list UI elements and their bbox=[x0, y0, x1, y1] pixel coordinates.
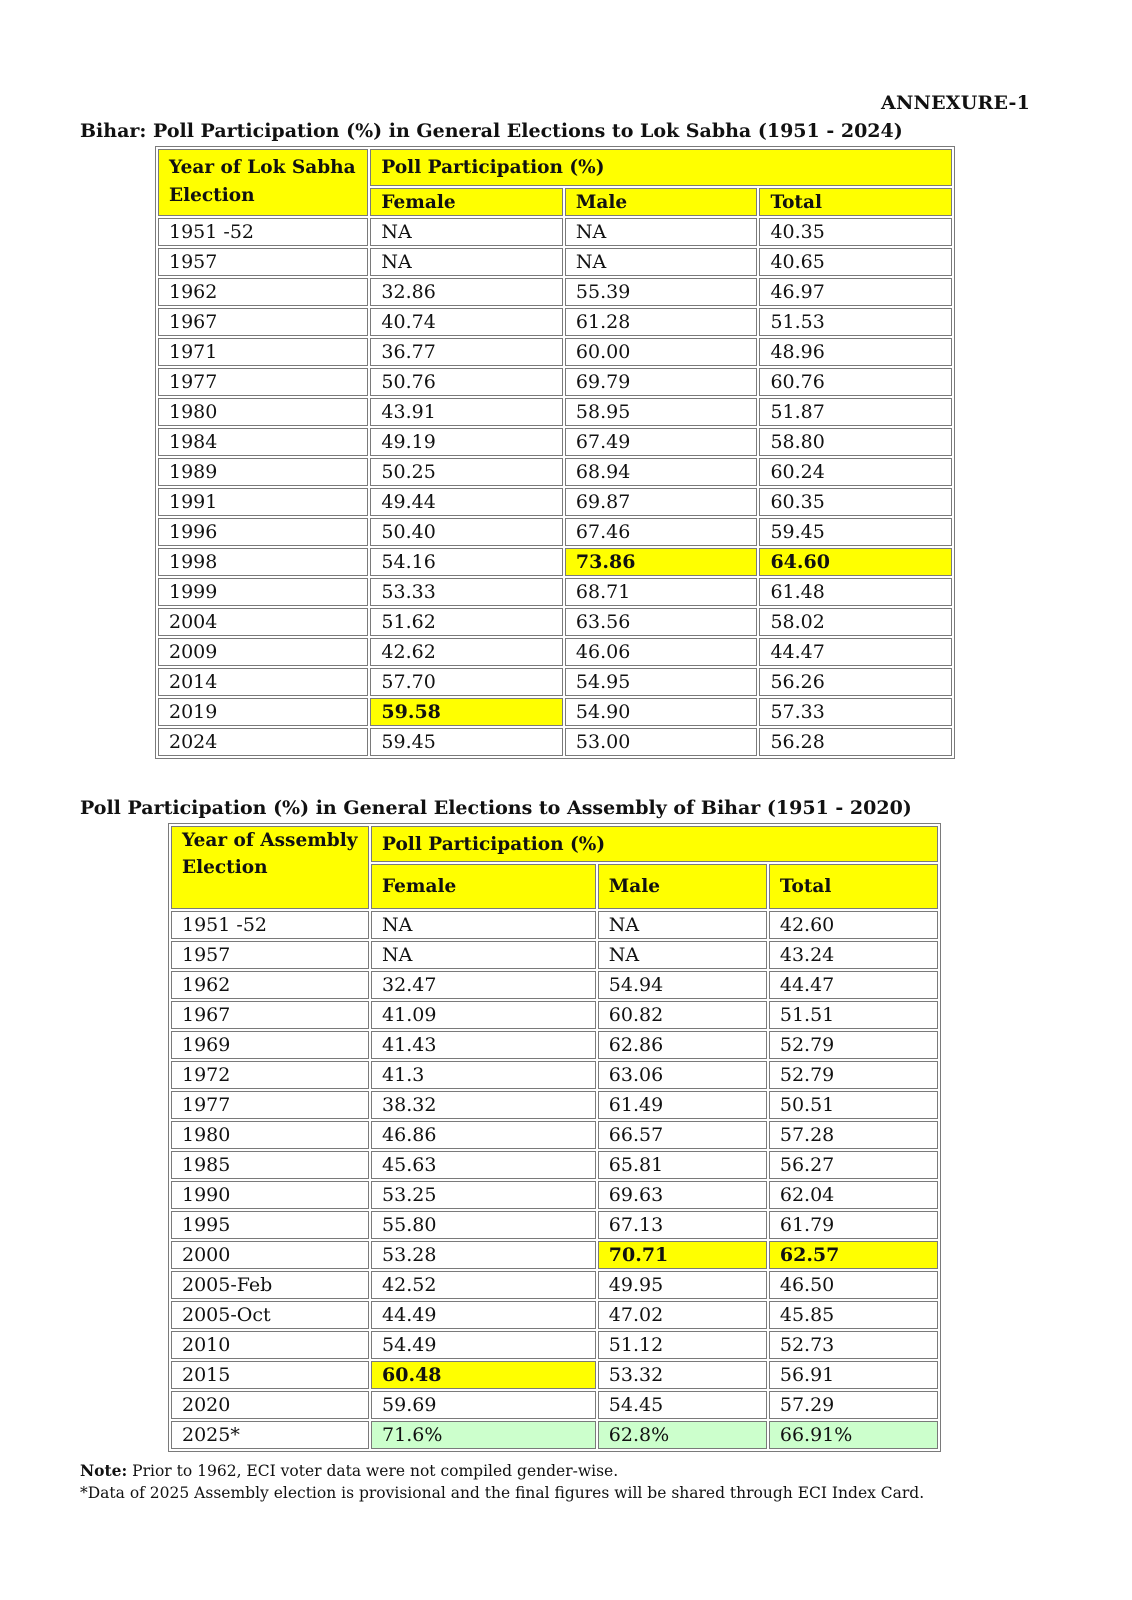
year-cell: 1998 bbox=[158, 548, 368, 576]
male-cell: 61.28 bbox=[565, 308, 758, 336]
lok-sabha-table-title: Bihar: Poll Participation (%) in General Elections to Lok Sabha (1951 - 2024) bbox=[80, 120, 903, 142]
table-row bbox=[158, 458, 952, 486]
total-cell: 56.28 bbox=[759, 728, 952, 756]
year-cell: 1984 bbox=[158, 428, 368, 456]
female-cell: 41.3 bbox=[371, 1061, 596, 1089]
male-cell: 68.71 bbox=[565, 578, 758, 606]
year-cell: 1977 bbox=[158, 368, 368, 396]
female-cell: 43.91 bbox=[370, 398, 563, 426]
table-row bbox=[171, 1121, 938, 1149]
female-cell: 54.16 bbox=[370, 548, 563, 576]
male-cell: 67.13 bbox=[598, 1211, 767, 1239]
year-cell: 1967 bbox=[158, 308, 368, 336]
table-row bbox=[171, 971, 938, 999]
male-cell: 54.95 bbox=[565, 668, 758, 696]
total-cell: 43.24 bbox=[769, 941, 938, 969]
male-cell: 66.57 bbox=[598, 1121, 767, 1149]
total-cell: 56.27 bbox=[769, 1151, 938, 1179]
year-cell: 2004 bbox=[158, 608, 368, 636]
note-label: Note: bbox=[80, 1461, 128, 1480]
year-cell: 1977 bbox=[171, 1091, 369, 1119]
female-cell: 45.63 bbox=[371, 1151, 596, 1179]
male-cell: 58.95 bbox=[565, 398, 758, 426]
table-row bbox=[158, 698, 952, 726]
male-cell: 60.00 bbox=[565, 338, 758, 366]
male-column-header: Male bbox=[565, 188, 758, 216]
table-row bbox=[171, 1241, 938, 1269]
total-cell: 46.97 bbox=[759, 278, 952, 306]
female-cell: NA bbox=[370, 248, 563, 276]
male-cell: 67.46 bbox=[565, 518, 758, 546]
female-cell: 54.49 bbox=[371, 1331, 596, 1359]
female-cell: 32.86 bbox=[370, 278, 563, 306]
year-cell: 1980 bbox=[171, 1121, 369, 1149]
female-cell: 46.86 bbox=[371, 1121, 596, 1149]
male-cell: 49.95 bbox=[598, 1271, 767, 1299]
total-cell: 52.73 bbox=[769, 1331, 938, 1359]
table-row bbox=[158, 488, 952, 516]
female-cell: 53.33 bbox=[370, 578, 563, 606]
year-cell: 1989 bbox=[158, 458, 368, 486]
table-row bbox=[171, 1151, 938, 1179]
total-cell: 64.60 bbox=[759, 548, 952, 576]
table-row bbox=[171, 1031, 938, 1059]
total-column-header: Total bbox=[759, 188, 952, 216]
total-cell: 60.35 bbox=[759, 488, 952, 516]
year-cell: 2024 bbox=[158, 728, 368, 756]
year-cell: 1972 bbox=[171, 1061, 369, 1089]
total-cell: 66.91% bbox=[769, 1421, 938, 1449]
gender-data-note bbox=[80, 1460, 924, 1482]
poll-participation-group-header: Poll Participation (%) bbox=[370, 149, 952, 186]
male-cell: 69.79 bbox=[565, 368, 758, 396]
male-cell: 51.12 bbox=[598, 1331, 767, 1359]
female-cell: 55.80 bbox=[371, 1211, 596, 1239]
male-cell: NA bbox=[565, 248, 758, 276]
year-cell: 1995 bbox=[171, 1211, 369, 1239]
table-row bbox=[171, 1361, 938, 1389]
male-cell: 55.39 bbox=[565, 278, 758, 306]
male-cell: 70.71 bbox=[598, 1241, 767, 1269]
female-cell: 53.25 bbox=[371, 1181, 596, 1209]
female-cell: 60.48 bbox=[371, 1361, 596, 1389]
total-cell: 52.79 bbox=[769, 1031, 938, 1059]
table-row bbox=[158, 398, 952, 426]
male-cell: 69.63 bbox=[598, 1181, 767, 1209]
female-cell: 59.58 bbox=[370, 698, 563, 726]
year-cell: 2000 bbox=[171, 1241, 369, 1269]
total-cell: 59.45 bbox=[759, 518, 952, 546]
total-cell: 50.51 bbox=[769, 1091, 938, 1119]
table-row bbox=[171, 1001, 938, 1029]
lok-sabha-poll-table bbox=[155, 146, 955, 759]
poll-participation-group-header: Poll Participation (%) bbox=[371, 826, 938, 862]
table-row bbox=[158, 518, 952, 546]
assembly-poll-table bbox=[168, 823, 941, 1452]
male-cell: 54.94 bbox=[598, 971, 767, 999]
table-row bbox=[158, 548, 952, 576]
total-cell: 56.26 bbox=[759, 668, 952, 696]
table-row bbox=[158, 278, 952, 306]
total-cell: 57.28 bbox=[769, 1121, 938, 1149]
year-cell: 1951 -52 bbox=[171, 911, 369, 939]
assembly-table-title: Poll Participation (%) in General Elections to Assembly of Bihar (1951 - 2020) bbox=[80, 797, 912, 819]
total-cell: 57.29 bbox=[769, 1391, 938, 1419]
year-cell: 2014 bbox=[158, 668, 368, 696]
female-cell: 49.19 bbox=[370, 428, 563, 456]
year-cell: 1990 bbox=[171, 1181, 369, 1209]
table-row bbox=[171, 1271, 938, 1299]
table-row bbox=[171, 1211, 938, 1239]
total-cell: 40.65 bbox=[759, 248, 952, 276]
male-cell: 67.49 bbox=[565, 428, 758, 456]
female-cell: NA bbox=[371, 911, 596, 939]
provisional-footnote: *Data of 2025 Assembly election is provisional and the final figures will be shared through ECI Index Card. bbox=[80, 1484, 925, 1502]
notes-section bbox=[80, 1460, 924, 1504]
total-cell: 48.96 bbox=[759, 338, 952, 366]
total-cell: 51.53 bbox=[759, 308, 952, 336]
table-row bbox=[158, 668, 952, 696]
total-cell: 56.91 bbox=[769, 1361, 938, 1389]
year-cell: 2019 bbox=[158, 698, 368, 726]
total-cell: 51.87 bbox=[759, 398, 952, 426]
total-cell: 44.47 bbox=[759, 638, 952, 666]
table-row bbox=[171, 1091, 938, 1119]
female-cell: 41.09 bbox=[371, 1001, 596, 1029]
total-cell: 46.50 bbox=[769, 1271, 938, 1299]
table-row bbox=[171, 1181, 938, 1209]
male-cell: 61.49 bbox=[598, 1091, 767, 1119]
male-cell: 54.45 bbox=[598, 1391, 767, 1419]
year-cell: 2005-Feb bbox=[171, 1271, 369, 1299]
year-cell: 1991 bbox=[158, 488, 368, 516]
total-cell: 40.35 bbox=[759, 218, 952, 246]
table-row bbox=[158, 578, 952, 606]
male-cell: 54.90 bbox=[565, 698, 758, 726]
total-cell: 52.79 bbox=[769, 1061, 938, 1089]
year-cell: 1996 bbox=[158, 518, 368, 546]
table-row bbox=[158, 308, 952, 336]
male-cell: 53.32 bbox=[598, 1361, 767, 1389]
total-cell: 57.33 bbox=[759, 698, 952, 726]
female-cell: 71.6% bbox=[371, 1421, 596, 1449]
male-cell: 47.02 bbox=[598, 1301, 767, 1329]
year-cell: 1967 bbox=[171, 1001, 369, 1029]
male-cell: NA bbox=[598, 911, 767, 939]
year-cell: 2020 bbox=[171, 1391, 369, 1419]
year-cell: 2015 bbox=[171, 1361, 369, 1389]
female-cell: NA bbox=[370, 218, 563, 246]
male-cell: 63.06 bbox=[598, 1061, 767, 1089]
total-cell: 62.57 bbox=[769, 1241, 938, 1269]
year-cell: 2025* bbox=[171, 1421, 369, 1449]
table-row bbox=[158, 368, 952, 396]
female-cell: 53.28 bbox=[371, 1241, 596, 1269]
total-column-header: Total bbox=[769, 864, 938, 909]
male-cell: NA bbox=[565, 218, 758, 246]
female-cell: 59.45 bbox=[370, 728, 563, 756]
year-cell: 1962 bbox=[171, 971, 369, 999]
table-row bbox=[158, 728, 952, 756]
table-row bbox=[171, 941, 938, 969]
female-cell: 50.40 bbox=[370, 518, 563, 546]
total-cell: 61.48 bbox=[759, 578, 952, 606]
annexure-label: ANNEXURE-1 bbox=[881, 92, 1030, 114]
table-row bbox=[158, 248, 952, 276]
total-cell: 44.47 bbox=[769, 971, 938, 999]
year-cell: 1962 bbox=[158, 278, 368, 306]
table-row bbox=[158, 218, 952, 246]
note-text: Prior to 1962, ECI voter data were not compiled gender-wise. bbox=[127, 1462, 619, 1480]
male-cell: 62.86 bbox=[598, 1031, 767, 1059]
year-cell: 1951 -52 bbox=[158, 218, 368, 246]
table-row bbox=[171, 1421, 938, 1449]
year-cell: 1985 bbox=[171, 1151, 369, 1179]
table-row bbox=[158, 338, 952, 366]
male-cell: 73.86 bbox=[565, 548, 758, 576]
total-cell: 45.85 bbox=[769, 1301, 938, 1329]
female-cell: 50.76 bbox=[370, 368, 563, 396]
table-row bbox=[158, 638, 952, 666]
total-cell: 51.51 bbox=[769, 1001, 938, 1029]
male-cell: NA bbox=[598, 941, 767, 969]
table-row bbox=[158, 428, 952, 456]
male-cell: 65.81 bbox=[598, 1151, 767, 1179]
year-cell: 2009 bbox=[158, 638, 368, 666]
year-cell: 1957 bbox=[158, 248, 368, 276]
table-row bbox=[171, 1301, 938, 1329]
female-column-header: Female bbox=[371, 864, 596, 909]
female-cell: 42.62 bbox=[370, 638, 563, 666]
male-cell: 60.82 bbox=[598, 1001, 767, 1029]
total-cell: 60.76 bbox=[759, 368, 952, 396]
total-cell: 58.80 bbox=[759, 428, 952, 456]
male-cell: 69.87 bbox=[565, 488, 758, 516]
female-cell: 32.47 bbox=[371, 971, 596, 999]
table-row bbox=[171, 911, 938, 939]
male-cell: 68.94 bbox=[565, 458, 758, 486]
female-cell: 57.70 bbox=[370, 668, 563, 696]
year-column-header: Year of Lok Sabha Election bbox=[158, 149, 368, 216]
year-column-header: Year of Assembly Election bbox=[171, 826, 369, 909]
female-cell: 51.62 bbox=[370, 608, 563, 636]
male-cell: 53.00 bbox=[565, 728, 758, 756]
year-cell: 2010 bbox=[171, 1331, 369, 1359]
total-cell: 61.79 bbox=[769, 1211, 938, 1239]
year-cell: 1969 bbox=[171, 1031, 369, 1059]
female-cell: 59.69 bbox=[371, 1391, 596, 1419]
female-column-header: Female bbox=[370, 188, 563, 216]
male-cell: 63.56 bbox=[565, 608, 758, 636]
male-cell: 62.8% bbox=[598, 1421, 767, 1449]
table-row bbox=[158, 608, 952, 636]
year-cell: 2005-Oct bbox=[171, 1301, 369, 1329]
female-cell: 49.44 bbox=[370, 488, 563, 516]
female-cell: 42.52 bbox=[371, 1271, 596, 1299]
table-row bbox=[171, 1331, 938, 1359]
female-cell: 41.43 bbox=[371, 1031, 596, 1059]
total-cell: 42.60 bbox=[769, 911, 938, 939]
female-cell: 40.74 bbox=[370, 308, 563, 336]
female-cell: 44.49 bbox=[371, 1301, 596, 1329]
female-cell: 38.32 bbox=[371, 1091, 596, 1119]
total-cell: 58.02 bbox=[759, 608, 952, 636]
year-cell: 1957 bbox=[171, 941, 369, 969]
table-row bbox=[171, 1061, 938, 1089]
female-cell: 36.77 bbox=[370, 338, 563, 366]
total-cell: 62.04 bbox=[769, 1181, 938, 1209]
year-cell: 1971 bbox=[158, 338, 368, 366]
table-row bbox=[171, 1391, 938, 1419]
total-cell: 60.24 bbox=[759, 458, 952, 486]
year-cell: 1999 bbox=[158, 578, 368, 606]
year-cell: 1980 bbox=[158, 398, 368, 426]
female-cell: 50.25 bbox=[370, 458, 563, 486]
male-cell: 46.06 bbox=[565, 638, 758, 666]
female-cell: NA bbox=[371, 941, 596, 969]
male-column-header: Male bbox=[598, 864, 767, 909]
